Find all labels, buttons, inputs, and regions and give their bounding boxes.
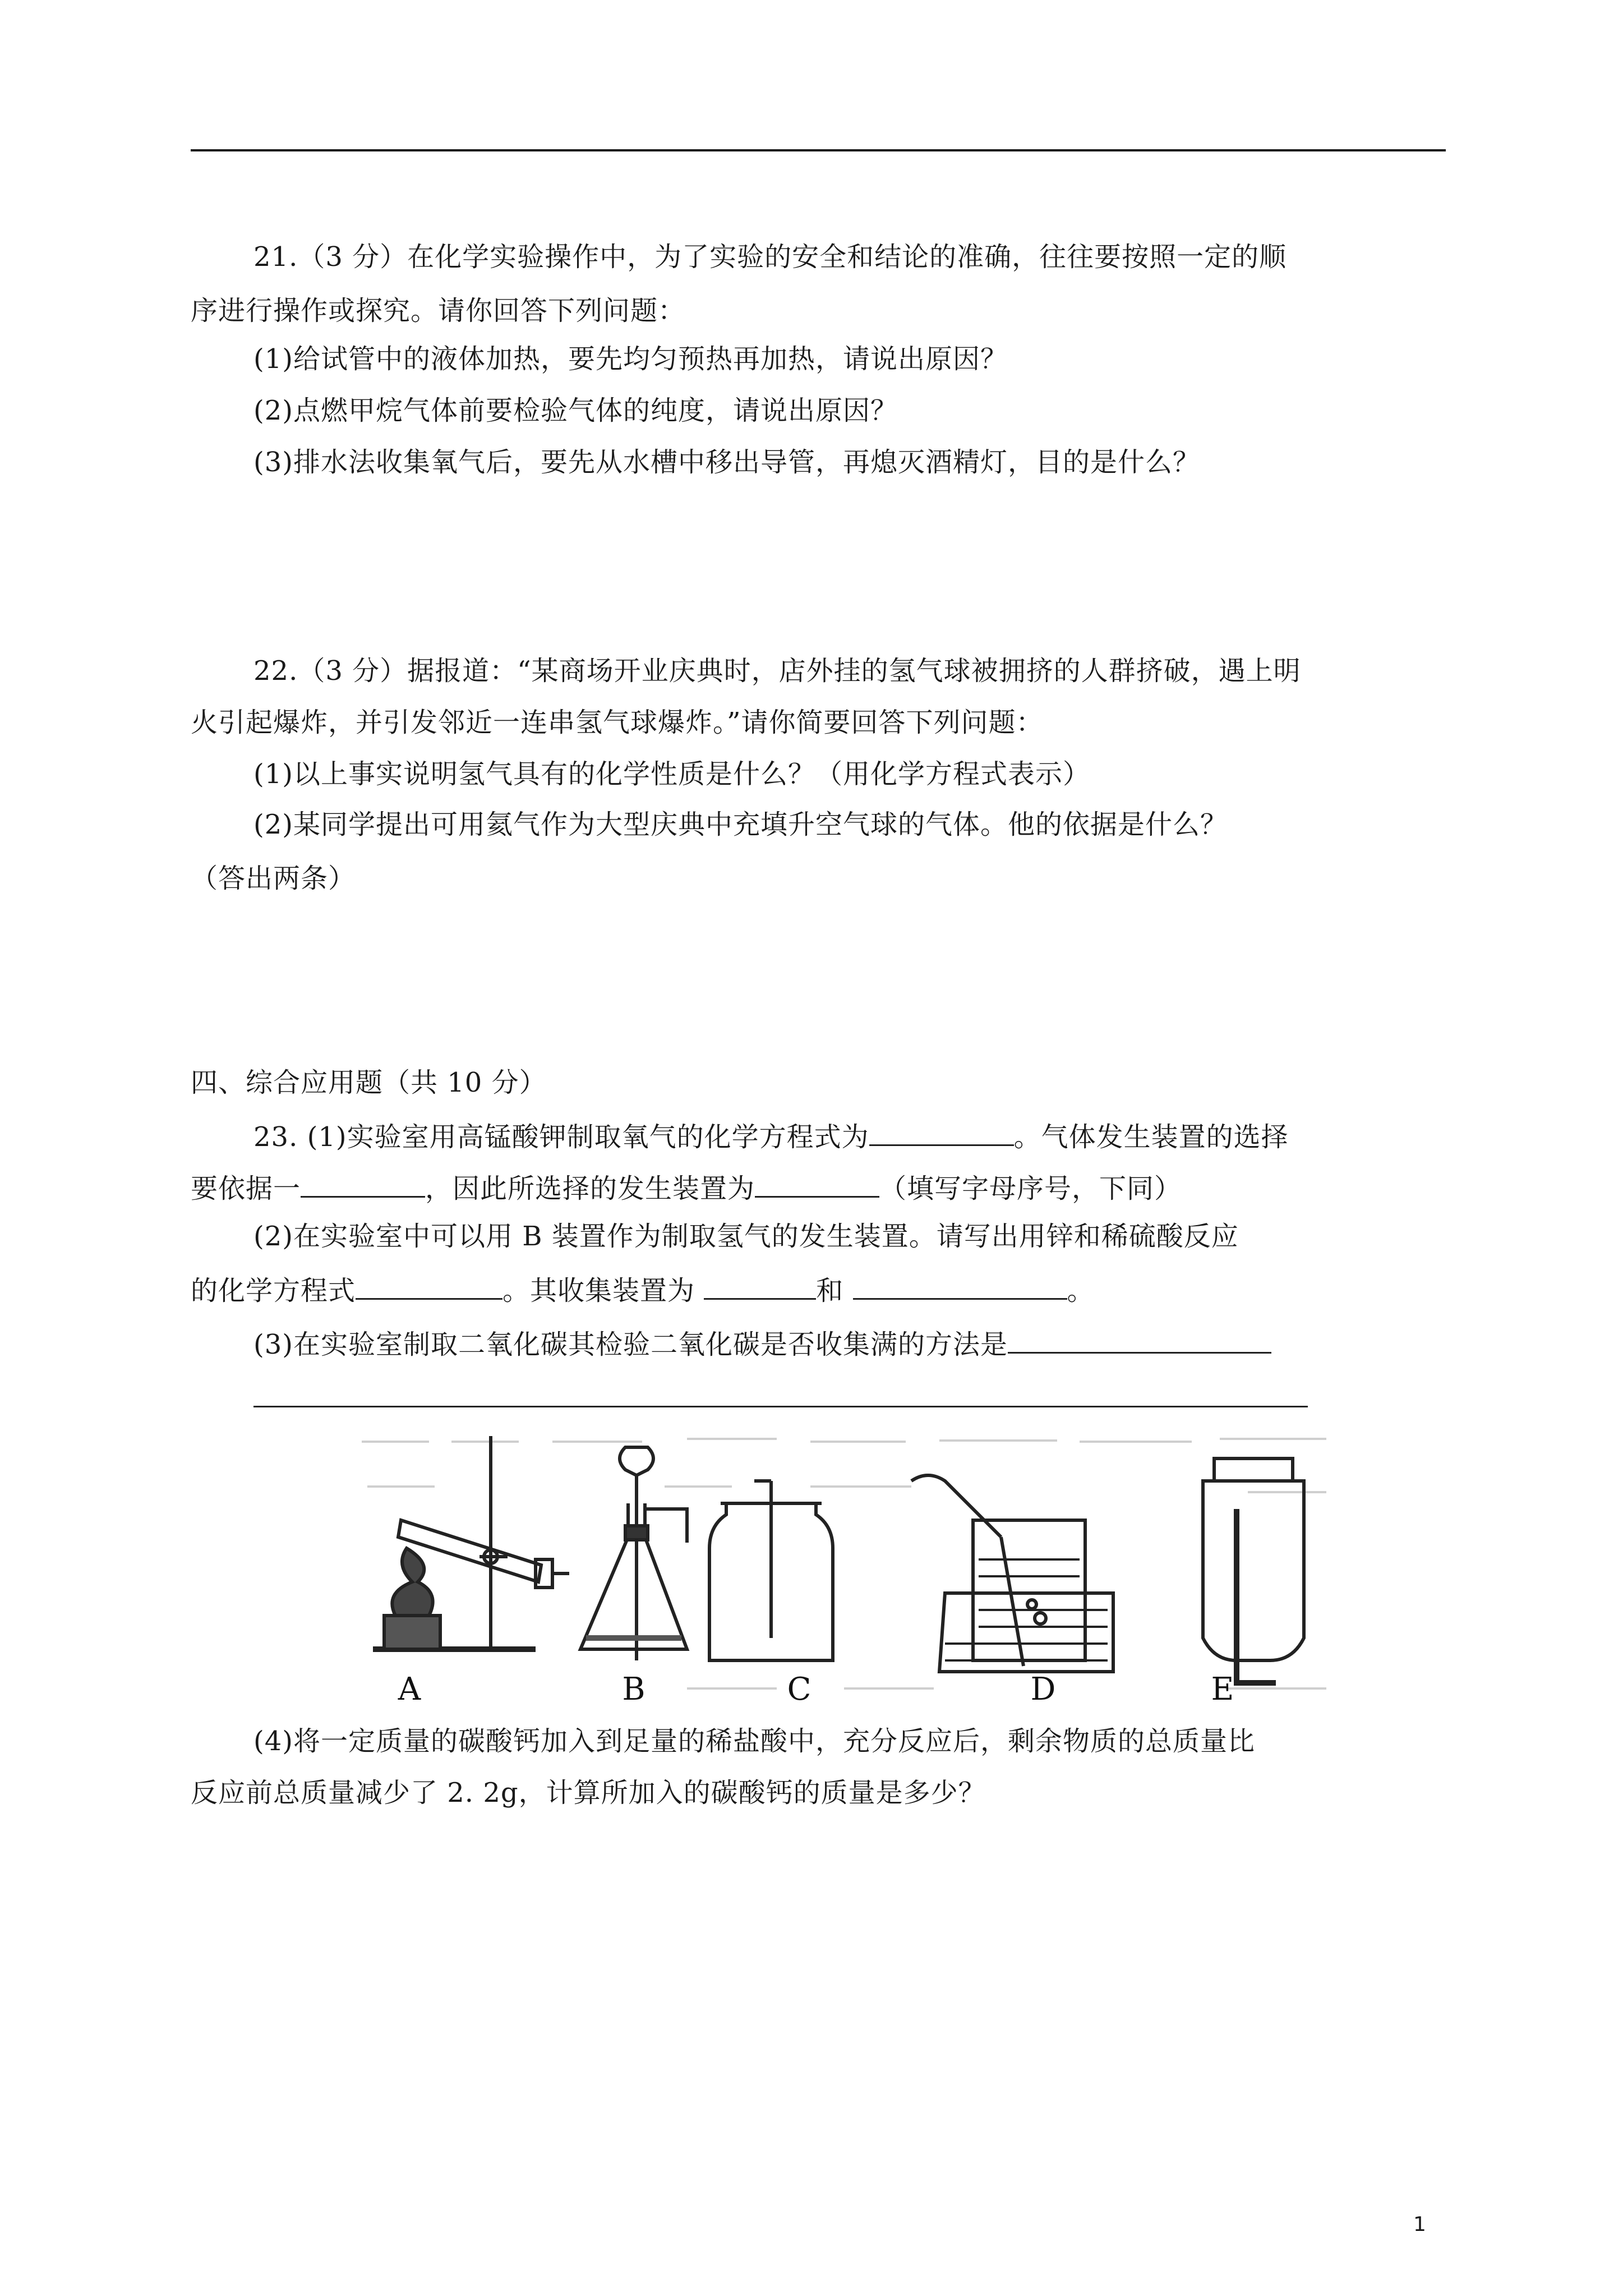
apparatus-figure (351, 1425, 1340, 1717)
apparatus-b (580, 1447, 687, 1660)
section4-title: 四、综合应用题（共 10 分） (191, 1067, 547, 1098)
q23-p3-text: (3)在实验室制取二氧化碳其检验二氧化碳是否收集满的方法是 (253, 1329, 1008, 1360)
q22-stem-line1: 22.（3 分）据报道：“某商场开业庆典时，店外挂的氢气球被拥挤的人群挤破，遇上明 (253, 655, 1301, 687)
q23-blank-collector1[interactable] (704, 1271, 816, 1300)
q23-blank-equation-zinc[interactable] (356, 1271, 502, 1300)
q23-part1-line2 (191, 1169, 1182, 1205)
q22-part2-continued: （答出两条） (191, 863, 356, 894)
q23-p1-text-d: ，因此所选择的发生装置为 (425, 1173, 755, 1204)
apparatus-label-b: B (622, 1671, 645, 1708)
page-number: 1 (1413, 2213, 1426, 2236)
header-rule (191, 149, 1446, 151)
q23-blank-co2-method[interactable] (1008, 1325, 1271, 1354)
q23-p1-text-b: 。气体发生装置的选择 (1013, 1121, 1289, 1153)
q22-part1: (1)以上事实说明氢气具有的化学性质是什么？（用化学方程式表示） (253, 758, 1090, 790)
q22-stem-line2: 火引起爆炸，并引发邻近一连串氢气球爆炸。”请你简要回答下列问题： (191, 707, 1044, 738)
q21-stem-line2: 序进行操作或探究。请你回答下列问题： (191, 295, 686, 326)
q21-stem-line1: 21.（3 分）在化学实验操作中，为了实验的安全和结论的准确，往往要按照一定的顺 (253, 241, 1287, 273)
q23-part3 (253, 1325, 1271, 1361)
q23-blank-equation-kmno4[interactable] (869, 1117, 1014, 1146)
q23-part2-line1: (2)在实验室中可以用 B 装置作为制取氢气的发生装置。请写出用锌和稀硫酸反应 (253, 1221, 1239, 1252)
apparatus-label-d: D (1030, 1671, 1056, 1708)
q23-blank-generator[interactable] (755, 1169, 879, 1198)
q21-part1: (1)给试管中的液体加热，要先均匀预热再加热，请说出原因？ (253, 343, 1008, 375)
q23-blank-basis[interactable] (301, 1169, 425, 1198)
q23-p2-text-b: 的化学方程式 (191, 1275, 356, 1306)
q23-p1-text-a: 23. (1)实验室用高锰酸钾制取氧气的化学方程式为 (253, 1121, 869, 1153)
q21-part2: (2)点燃甲烷气体前要检验气体的纯度，请说出原因？ (253, 395, 898, 426)
apparatus-label-a: A (398, 1671, 421, 1708)
q22-part2: (2)某同学提出可用氦气作为大型庆典中充填升空气球的气体。他的依据是什么？ (253, 809, 1228, 840)
q23-part4-line1: (4)将一定质量的碳酸钙加入到足量的稀盐酸中，充分反应后，剩余物质的总质量比 (253, 1726, 1255, 1757)
q23-p2-text-d: 和 (816, 1275, 853, 1306)
apparatus-d (911, 1475, 1113, 1672)
q23-blank-collector2[interactable] (853, 1271, 1067, 1300)
q23-p1-text-c: 要依据一 (191, 1173, 301, 1204)
apparatus-c (709, 1481, 833, 1660)
q23-p1-text-e: （填写字母序号，下同） (879, 1173, 1182, 1204)
q23-p2-text-e: 。 (1067, 1275, 1095, 1306)
apparatus-label-e: E (1211, 1671, 1234, 1708)
apparatus-label-c: C (787, 1671, 811, 1708)
q23-p2-text-c: 。其收集装置为 (502, 1275, 704, 1306)
q23-answer-line[interactable] (253, 1406, 1308, 1407)
q21-part3: (3)排水法收集氧气后，要先从水槽中移出导管，再熄灭酒精灯，目的是什么？ (253, 447, 1200, 478)
apparatus-a (373, 1436, 569, 1649)
q23-part4-line2: 反应前总质量减少了 2. 2g，计算所加入的碳酸钙的质量是多少？ (191, 1777, 986, 1809)
q23-part2-line2 (191, 1271, 1095, 1308)
q23-part1-line1 (253, 1117, 1289, 1154)
